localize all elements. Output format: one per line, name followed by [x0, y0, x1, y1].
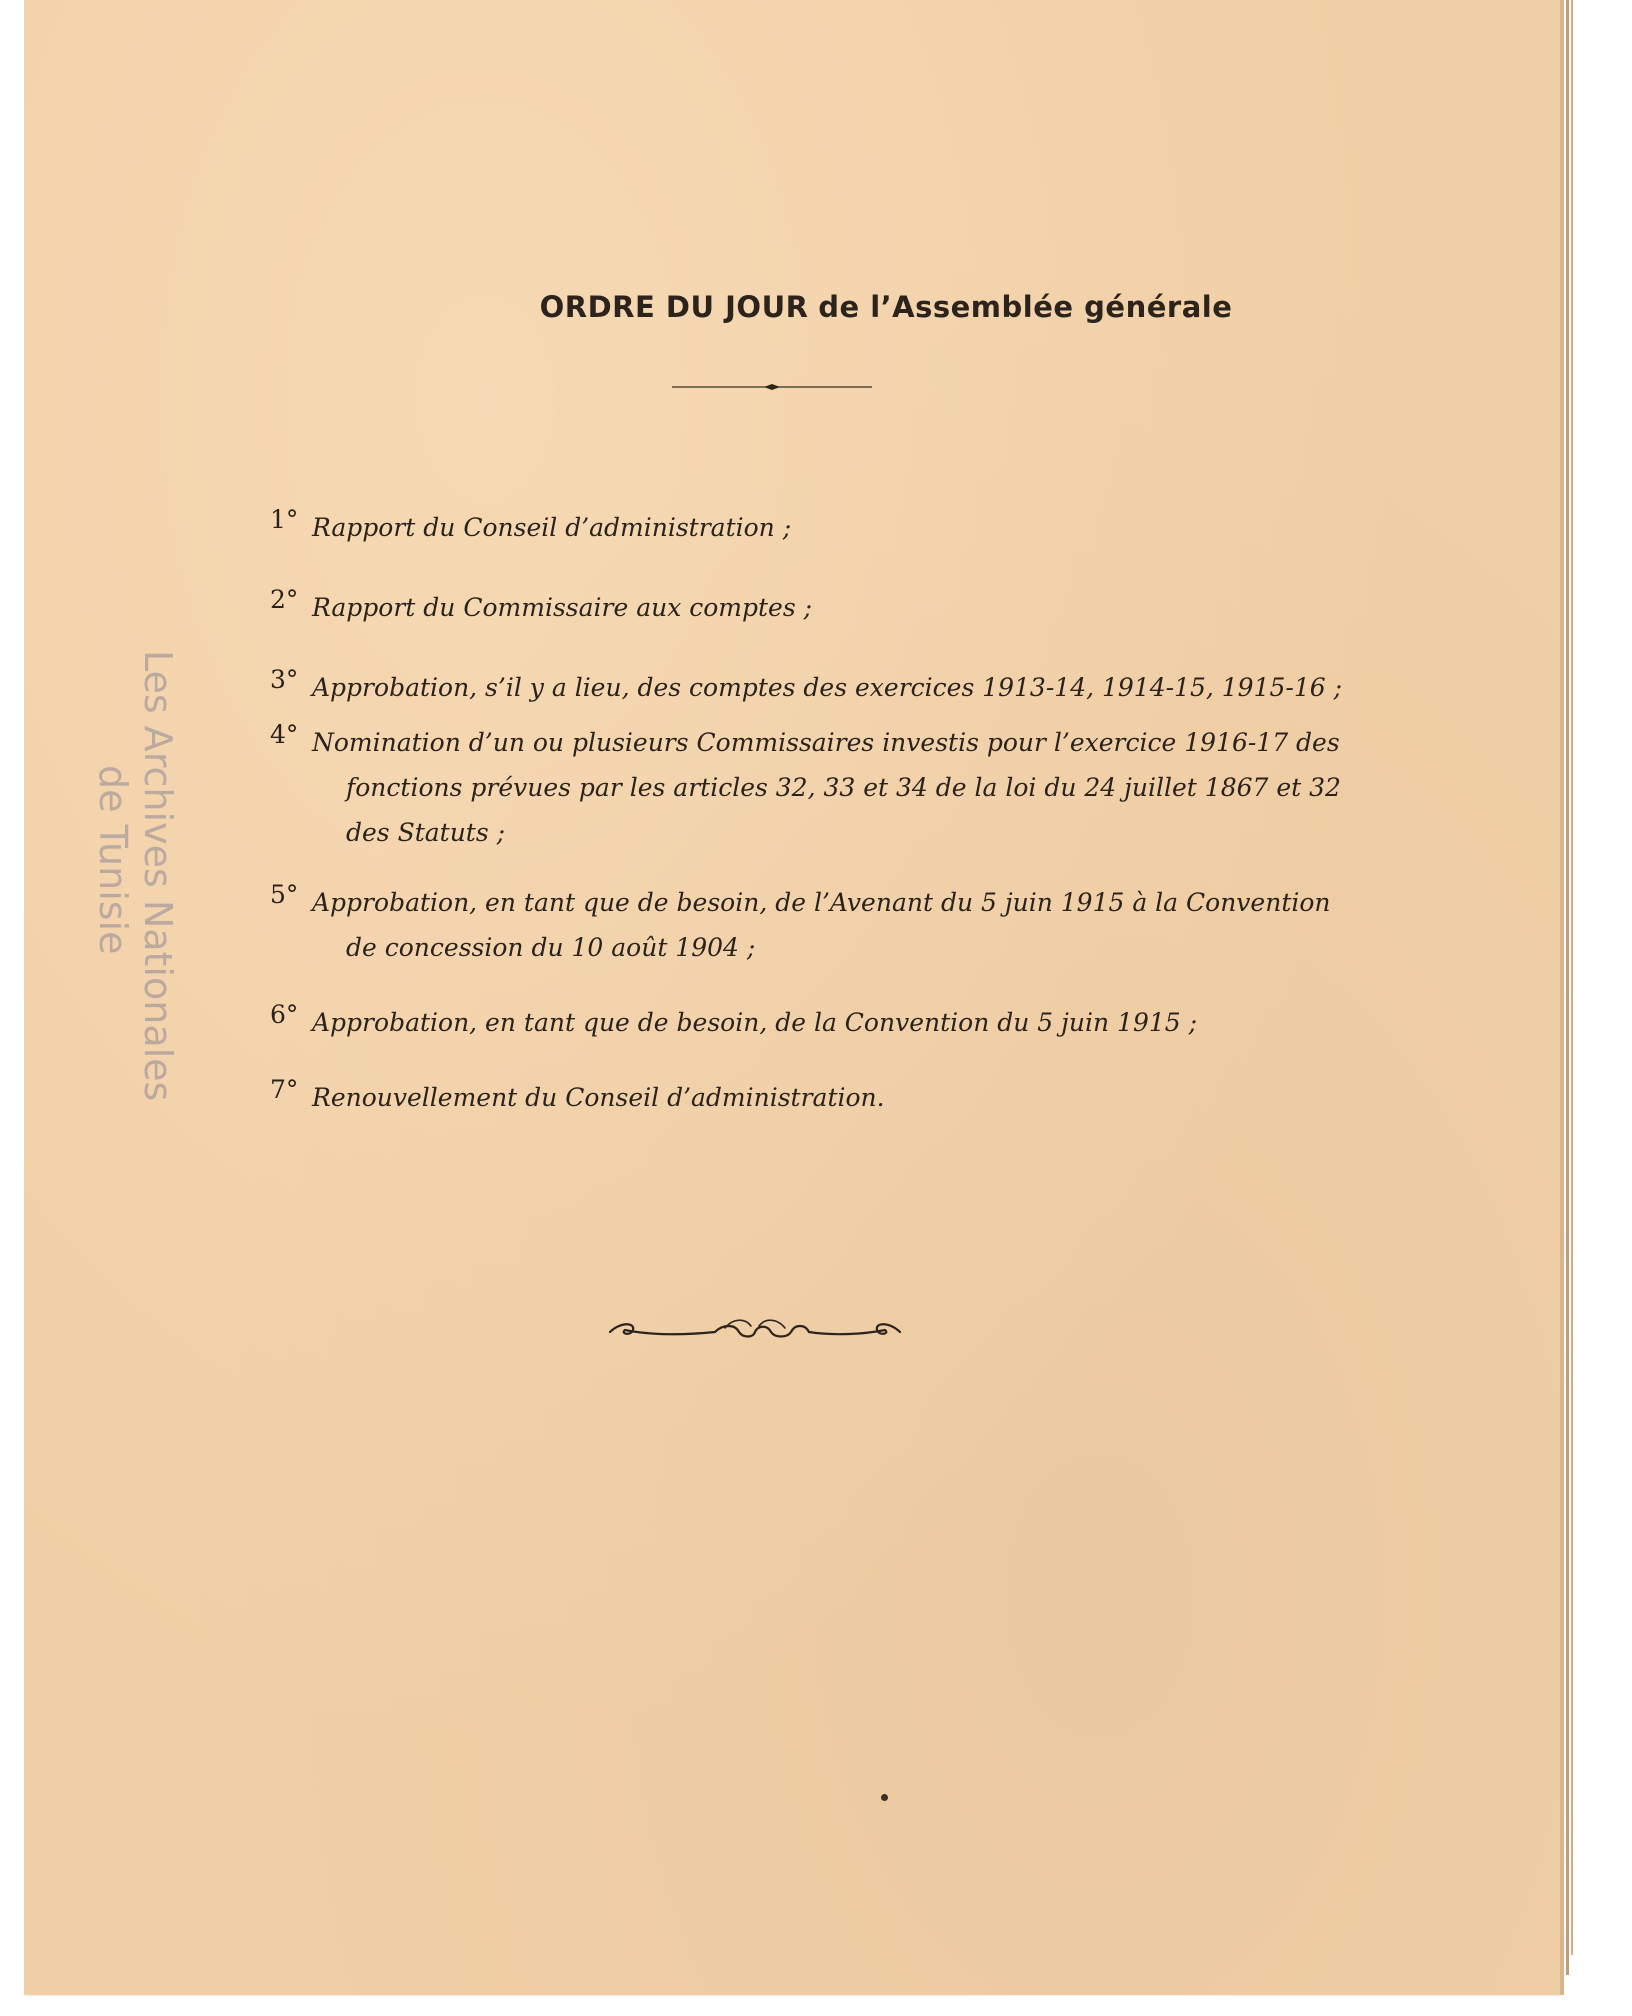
- title-rest: de l’Assemblée générale: [818, 290, 1233, 324]
- archive-stamp: [80, 650, 200, 1102]
- ink-speck: [881, 1794, 888, 1801]
- agenda-number: 1°: [270, 505, 299, 534]
- agenda-number: 2°: [270, 585, 299, 614]
- agenda-text-continuation: des Statuts ;: [346, 818, 506, 847]
- agenda-text-continuation: fonctions prévues par les articles 32, 33 et 34 de la loi du 24 juillet 1867 et 32: [346, 773, 1341, 802]
- agenda-item-3: [270, 665, 1342, 710]
- agenda-item-2: [270, 585, 812, 630]
- agenda-list: [270, 505, 1343, 1112]
- agenda-item-1: [270, 505, 1270, 550]
- agenda-text: Approbation, s’il y a lieu, des comptes des exercices 1913-14, 1914-15, 1915-16 ;: [312, 673, 1343, 702]
- stamp-line: de Tunisie: [91, 765, 135, 955]
- agenda-text: Rapport du Commissaire aux comptes ;: [312, 593, 813, 622]
- agenda-item-6: [270, 1000, 1197, 1045]
- agenda-number: 6°: [270, 1000, 299, 1029]
- agenda-number: 3°: [270, 665, 299, 694]
- agenda-text: Rapport du Conseil d’administration ;: [312, 513, 792, 542]
- agenda-item-4: [270, 720, 1341, 855]
- agenda-number: 5°: [270, 880, 299, 909]
- agenda-text: Renouvellement du Conseil d’administration.: [312, 1083, 885, 1112]
- agenda-text: Nomination d’un ou plusieurs Commissaires investis pour l’exercice 1916-17 des: [312, 728, 1340, 757]
- page-title: [0, 290, 1632, 324]
- agenda-item-5: [270, 880, 1331, 970]
- agenda-number: 7°: [270, 1075, 299, 1104]
- flourish-ornament: [605, 1310, 905, 1350]
- agenda-number: 4°: [270, 720, 299, 749]
- agenda-text: Approbation, en tant que de besoin, de la Convention du 5 juin 1915 ;: [312, 1008, 1198, 1037]
- title-caps: ORDRE DU JOUR: [539, 290, 809, 324]
- agenda-item-7: [270, 1075, 885, 1120]
- stamp-line: Les Archives Nationales: [136, 650, 180, 1102]
- agenda-text-continuation: de concession du 10 août 1904 ;: [346, 933, 756, 962]
- agenda-text: Approbation, en tant que de besoin, de l’Avenant du 5 juin 1915 à la Convention: [312, 888, 1331, 917]
- title-divider: [672, 381, 872, 393]
